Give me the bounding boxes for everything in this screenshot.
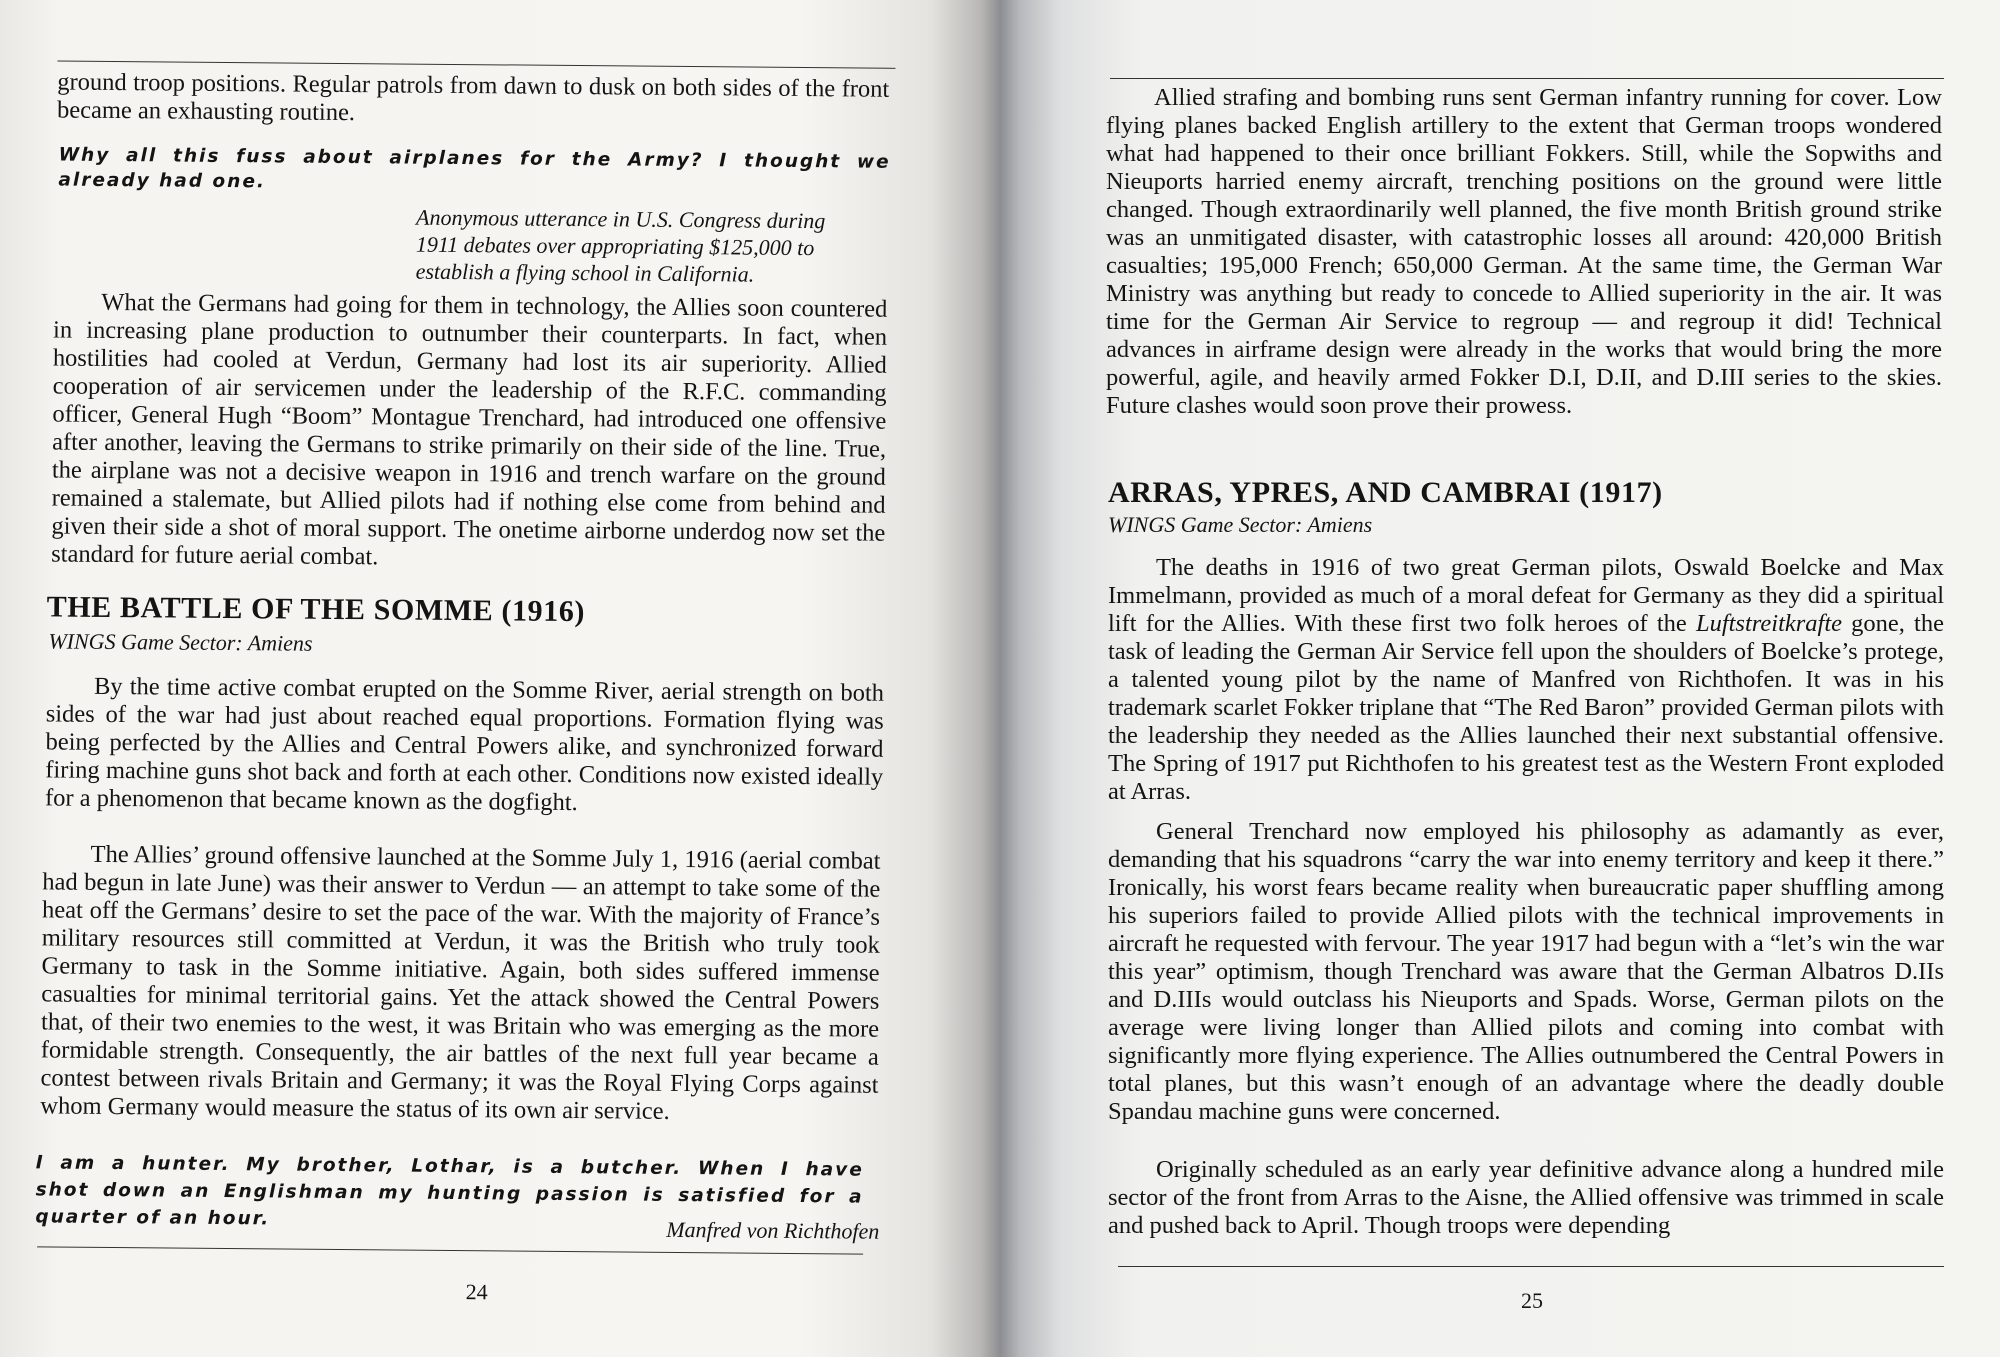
intro-paragraph: ground troop positions. Regular patrols from dawn to dusk on both sides of the front became an exhausting routine. — [56, 68, 890, 127]
paragraph-boelcke-text — [1108, 554, 1944, 806]
paragraph-boelcke — [1108, 554, 1944, 806]
quote-richthofen-line-3: quarter of an hour. — [35, 1206, 271, 1230]
quote-congress-attribution-3: establish a flying school in California. — [415, 258, 755, 287]
section-heading-somme: THE BATTLE OF THE SOMME (1916) — [46, 590, 586, 629]
intro-text — [57, 69, 889, 132]
paragraph-allies-offensive — [40, 840, 880, 1127]
paragraph-originally-text: Originally scheduled as an early year definitive advance along a hundred mile sector of the front from Arras to the Aisne, the Allied offensive was trimmed in scale and pushed back to April. Though troops were depending — [1108, 1156, 1944, 1239]
paragraph-originally — [1108, 1156, 1944, 1240]
paragraph-boelcke-text-a: The deaths in 1916 of two great German pilots, Oswald Boelcke and Max Immelmann, provided as much of a moral defeat for Germany as they did a spiritual lift for the Allies. With these first two folk heroes of the — [1108, 554, 1944, 637]
paragraph-allies-offensive-text: The Allies’ ground offensive launched at the Somme July 1, 1916 (aerial combat had begun in late June) was their answer to Verdun — an attempt to take some of the heat off the Germans’ desire to set the pace of the war. With the majority of France’s military resources still committed at Verdun, it was the British who truly took Germany to task in the Somme initiative. Again, both sides suffered immense casualties for minimal territorial gains. Yet the attack showed the Central Powers that, of their two enemies to the west, it was Britain who was emerging as the more formidable strength. Consequently, the air battles of the next full year became a contest between rivals Britain and Germany; it was the Royal Flying Corps against whom Germany would measure the status of its own air service. — [40, 840, 881, 1125]
top-rule — [57, 61, 895, 69]
quote-richthofen-attribution: Manfred von Richthofen — [666, 1216, 880, 1244]
paragraph-trenchard — [1108, 818, 1944, 1126]
paragraph-strafing-text: Allied strafing and bombing runs sent German infantry running for cover. Low flying planes backed English artillery to the extent that German troops wondered what had happened to their once brilliant Fokkers. Still, while the Sopwiths and Nieuports harried enemy aircraft, trenching positions on the ground were little changed. Though extraordinarily well planned, the five month British ground strike was an unmitigated disaster, with catastrophic losses all around: 420,000 British casualties; 195,000 French; 650,000 German. At the same time, the German War Ministry was anything but ready to concede to Allied superiority in the air. It was time for the German Air Service to regroup — and regroup it did! Technical advances in airframe design were already in the works that would bring the more powerful, agile, and heavily armed Fokker D.I, D.II, and D.III series to the skies. Future clashes would soon prove their prowess. — [1106, 84, 1942, 419]
section-sector-somme: WINGS Game Sector: Amiens — [48, 628, 313, 656]
quote-congress-attribution-1: Anonymous utterance in U.S. Congress during — [416, 204, 826, 234]
paragraph-technology-text: What the Germans had going for them in technology, the Allies soon countered in increasing plane production to outnumber their counterparts. In fact, when hostilities had cooled at Verdun, Germany had lost its air superiority. Allied cooperation of air servicemen under the leadership of the R.F.C. commanding officer, General Hugh “Boom” Montague Trenchard, had introduced one offensive after another, leaving the Germans to strike primarily on their side of the line. True, the airplane was not a decisive weapon in 1916 and trench warfare on the ground remained a stalemate, but Allied pilots had if nothing else come from behind and given their side a shot of moral support. The onetime airborne underdog now set the standard for future aerial combat. — [51, 288, 888, 571]
quote-congress-attribution-2: 1911 debates over appropriating $125,000 to — [415, 231, 815, 261]
section-heading-arras: ARRAS, YPRES, AND CAMBRAI (1917) — [1108, 476, 1663, 509]
paragraph-somme-combat-text: By the time active combat erupted on the Somme River, aerial strength on both sides of the war had just about reached equal proportions. Formation flying was being perfected by the Allies and Central Powers alike, and synchronized forward firing machine guns shot back and forth at each other. Conditions now existed ideally for a phenomenon that became known as the dogfight. — [44, 672, 885, 817]
top-rule-right — [1110, 78, 1944, 79]
quote-richthofen-line-2: shot down an Englishman my hunting passion is satisfied for a — [35, 1179, 864, 1208]
bottom-rule — [37, 1246, 863, 1254]
paragraph-technology — [51, 288, 887, 575]
quote-richthofen-line-1: I am a hunter. My brother, Lothar, is a butcher. When I have — [35, 1152, 864, 1181]
quote-congress-line-2: already had one. — [58, 169, 267, 193]
page-number-right: 25 — [1521, 1288, 1543, 1313]
page-number-left: 24 — [465, 1279, 488, 1305]
paragraph-strafing — [1106, 84, 1942, 420]
paragraph-somme-combat — [45, 672, 884, 819]
right-page — [1000, 0, 2000, 1357]
bottom-rule-right — [1118, 1266, 1944, 1267]
section-sector-arras: WINGS Game Sector: Amiens — [1108, 512, 1373, 537]
paragraph-trenchard-text: General Trenchard now employed his philosophy as adamantly as ever, demanding that his squadrons “carry the war into enemy territory and keep it there.” Ironically, his worst fears became reality when bureaucratic paper shuffling among his superiors failed to provide Allied pilots with the technical improvements in aircraft he requested with fervour. The year 1917 had begun with a “let’s win the war this year” optimism, though Trenchard was aware that the German Albatros D.IIs and D.IIIs would outclass his Nieuports and Spads. Worse, German pilots on the average were living longer than Allied pilots and coming into combat with significantly more flying experience. The Allies outnumbered the Central Powers in total planes, but this wasn’t enough of an advantage where the deadly double Spandau machine guns were concerned. — [1108, 818, 1944, 1125]
paragraph-boelcke-text-b: gone, the task of leading the German Air Service fell upon the shoulders of Boelcke’s protege, a talented young pilot by the name of Manfred von Richthofen. It was in his trademark scarlet Fokker triplane that “The Red Baron” provided German pilots with the leadership they needed as the Allies launched their next substantial offensive. The Spring of 1917 put Richthofen to his greatest test as the Western Front exploded at Arras. — [1108, 610, 1944, 805]
luftstreitkrafte-term: Luftstreitkrafte — [1695, 610, 1843, 637]
quote-congress-line-1: Why all this fuss about airplanes for the Army? I thought we — [58, 144, 891, 173]
